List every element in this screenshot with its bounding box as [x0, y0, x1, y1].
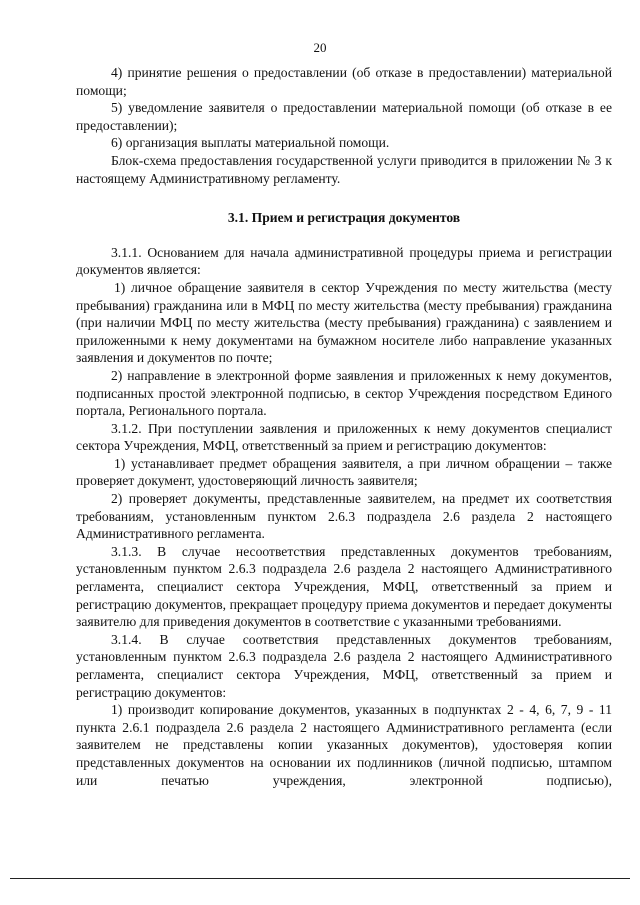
paragraph-3-1-2-item-2: 2) проверяет документы, представленные заявителем, на предмет их соответствия требованиям, установленным пунктом 2.6.3 подраздела 2.6 раздела 2 настоящего Административного регламента.	[76, 491, 612, 542]
paragraph-3-1-1-item-1: 1) личное обращение заявителя в сектор Учреждения по месту жительства (месту пребывания) гражданина или в МФЦ по месту жительства (месту пребывания) гражданина (при наличии МФЦ по месту жительства (месту пребывания) гражданина) с заявлением и приложенными к нему документами на бумажном носителе либо направление указанных заявления и документов по почте;	[76, 279, 612, 366]
paragraph-3-1-4-item-1: 1) производит копирование документов, указанных в подпунктах 2 - 4, 6, 7, 9 - 11 пункта 2.6.1 подраздела 2.6 раздела 2 настоящего Административного регламента (если заявителем не представлены копии указанных документов), удостоверяя копии представленных документов на основании их подлинников (личной подписью, штампом или печатью учреждения, электронной подписью),	[76, 702, 612, 788]
paragraph-3-1-2-item-1: 1) устанавливает предмет обращения заявителя, а при личном обращении – также проверяет документ, удостоверяющий личность заявителя;	[76, 455, 612, 489]
paragraph-item-4: 4) принятие решения о предоставлении (об отказе в предоставлении) материальной помощи;	[76, 65, 612, 98]
paragraph-3-1-3: 3.1.3. В случае несоответствия представленных документов требованиям, установленным пунктом 2.6.3 подраздела 2.6 раздела 2 настоящего Административного регламента, специалист сектора Учреждения, МФЦ, ответственный за прием и регистрацию документов, прекращает процедуру приема документов и передает документы заявителю для приведения документов в соответствие с указанными требованиями.	[76, 543, 612, 630]
paragraph-block-scheme: Блок-схема предоставления государственной услуги приводится в приложении № 3 к настоящему Административному регламенту.	[76, 152, 612, 186]
section-title: 3.1. Прием и регистрация документов	[227, 210, 461, 226]
paragraph-item-6: 6) организация выплаты материальной помощи.	[111, 135, 390, 151]
bottom-rule	[10, 878, 630, 879]
paragraph-3-1-2: 3.1.2. При поступлении заявления и приложенных к нему документов специалист сектора Учреждения, МФЦ, ответственный за прием и регистрацию документов:	[76, 420, 612, 454]
document-body	[76, 64, 612, 789]
page-number: 20	[313, 40, 327, 55]
paragraph-item-5: 5) уведомление заявителя о предоставлении материальной помощи (об отказе в ее предоставлении);	[76, 100, 612, 133]
paragraph-3-1-1: 3.1.1. Основанием для начала административной процедуры приема и регистрации документов является:	[76, 244, 612, 278]
paragraph-3-1-4: 3.1.4. В случае соответствия представленных документов требованиям, установленным пунктом 2.6.3 подраздела 2.6 раздела 2 настоящего Административного регламента, специалист сектора Учреждения, МФЦ, ответственный за прием и регистрацию документов:	[76, 631, 612, 700]
paragraph-3-1-1-item-2: 2) направление в электронной форме заявления и приложенных к нему документов, подписанных простой электронной подписью, в сектор Учреждения посредством Единого портала, Регионального портала.	[76, 367, 612, 419]
